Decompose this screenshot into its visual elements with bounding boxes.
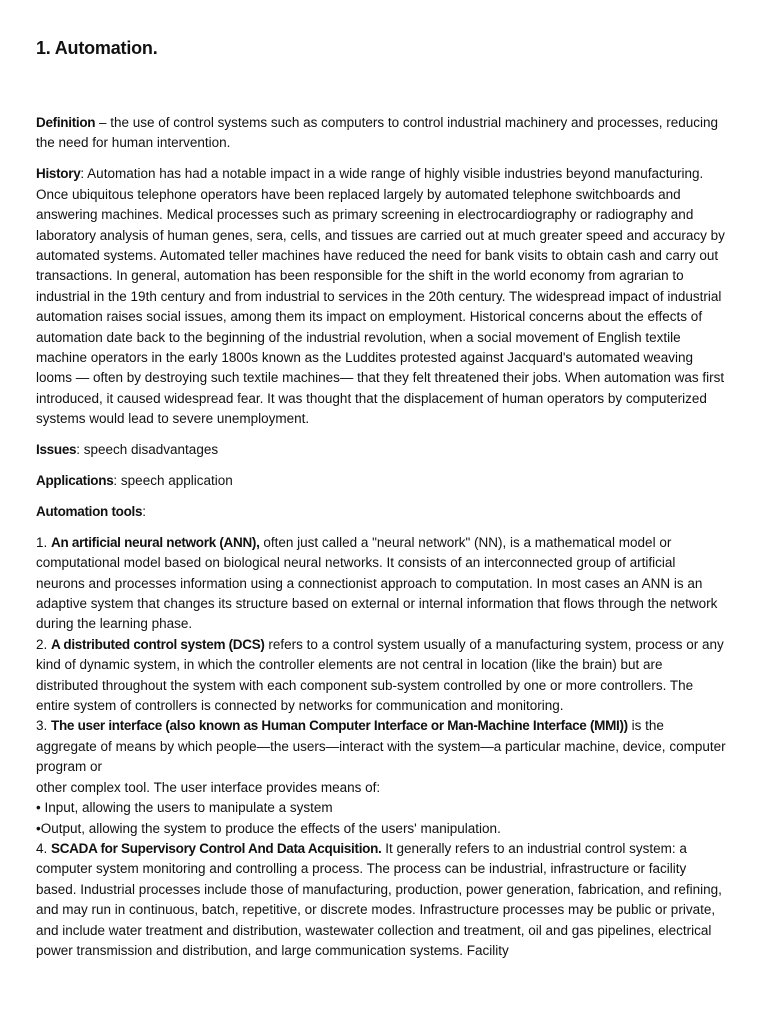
issues-paragraph — [36, 440, 726, 460]
tool-text: often just called a "neural network" (NN), is a mathematical model or computational model based on biological neural networks. It consists of an interconnected group of artificial neurons and processes information using a connectionist approach to computation. In most cases an ANN is an adaptive system that changes its structure based on external or internal information that flows through the network during the learning phase. — [36, 534, 718, 632]
issues-text: : speech disadvantages — [76, 442, 219, 458]
tool-number: 1. — [36, 534, 52, 550]
history-text: : Automation has had a notable impact in a wide range of highly visible industries beyond manufacturing. Once ubiquitous telephone operators have been replaced largely by automated telephone switchboards and answering machines. Medical processes such as primary screening in electrocardiography or radiography and laboratory analysis of human genes, sera, cells, and tissues are carried out at much greater speed and accuracy by automated systems. Automated teller machines have reduced the need for bank visits to obtain cash and carry out transactions. In general, automation has been responsible for the shift in the world economy from agrarian to industrial in the 19th century and from industrial to services in the 20th century. The widespread impact of industrial automation raises social issues, among them its impact on employment. Historical concerns about the effects of automation date back to the beginning of the industrial revolution, when a social movement of English textile machine operators in the early 1800s known as the Luddites protested against Jacquard's automated weaving looms — often by destroying such textile machines— that they felt threatened their jobs. When automation was first introduced, it caused widespread fear. It was thought that the displacement of human operators by computerized systems would lead to severe unemployment. — [36, 166, 725, 427]
history-paragraph — [36, 164, 726, 429]
tool-number: 2. — [36, 636, 52, 652]
history-label: History — [36, 166, 81, 182]
tool-text: refers to a control system usually of a manufacturing system, process or any kind of dynamic system, in which the controller elements are not central in location (like the brain) but are distributed throughout the system with each component sub-system controlled by one or more controllers. The entire system of controllers is connected by networks for communication and monitoring. — [36, 636, 724, 714]
tool-number: 4. — [36, 840, 52, 856]
tool-item-user-interface — [36, 716, 726, 777]
applications-label: Applications — [36, 473, 114, 488]
ui-input-bullet: • Input, allowing the users to manipulate a system — [36, 800, 333, 816]
tool-label: SCADA for Supervisory Control And Data Acquisition. — [51, 840, 382, 856]
tool-item-ann — [36, 533, 726, 635]
tool-item-scada — [36, 839, 726, 961]
document-body — [36, 113, 726, 961]
tools-heading — [36, 502, 726, 522]
tool-text: It generally refers to an industrial control system: a computer system monitoring and controlling a process. The process can be industrial, infrastructure or facility based. Industrial processes include those of manufacturing, production, power generation, fabrication, and refining, and may run in continuous, batch, repetitive, or discrete modes. Infrastructure processes may be public or private, and include water treatment and distribution, wastewater collection and treatment, oil and gas pipelines, electrical power transmission and distribution, and large communication systems. Facility — [36, 840, 722, 958]
definition-paragraph — [36, 113, 726, 154]
tool-item-dcs — [36, 635, 726, 717]
tool-number: 3. — [36, 718, 52, 734]
tool-text: is the aggregate of means by which people—the users—interact with the system—a particular machine, device, computer program or — [36, 718, 726, 775]
ui-output-bullet: •Output, allowing the system to produce the effects of the users' manipulation. — [36, 820, 501, 836]
definition-text: – the use of control systems such as computers to control industrial machinery and processes, reducing the need for human intervention. — [36, 115, 719, 151]
issues-label: Issues — [36, 442, 77, 458]
applications-paragraph — [36, 471, 726, 491]
definition-label: Definition — [36, 115, 96, 130]
applications-text: : speech application — [113, 473, 233, 488]
tool-label: A distributed control system (DCS) — [51, 636, 265, 652]
tools-heading-label: Automation tools — [36, 503, 143, 519]
page-title: 1. Automation. — [36, 38, 158, 58]
tool-label: The user interface (also known as Human Computer Interface or Man-Machine Interface (MMI)) — [51, 718, 628, 734]
tool-label: An artificial neural network (ANN), — [51, 534, 260, 550]
ui-intro-line: other complex tool. The user interface provides means of: — [36, 779, 381, 795]
tools-heading-text: : — [142, 503, 146, 519]
